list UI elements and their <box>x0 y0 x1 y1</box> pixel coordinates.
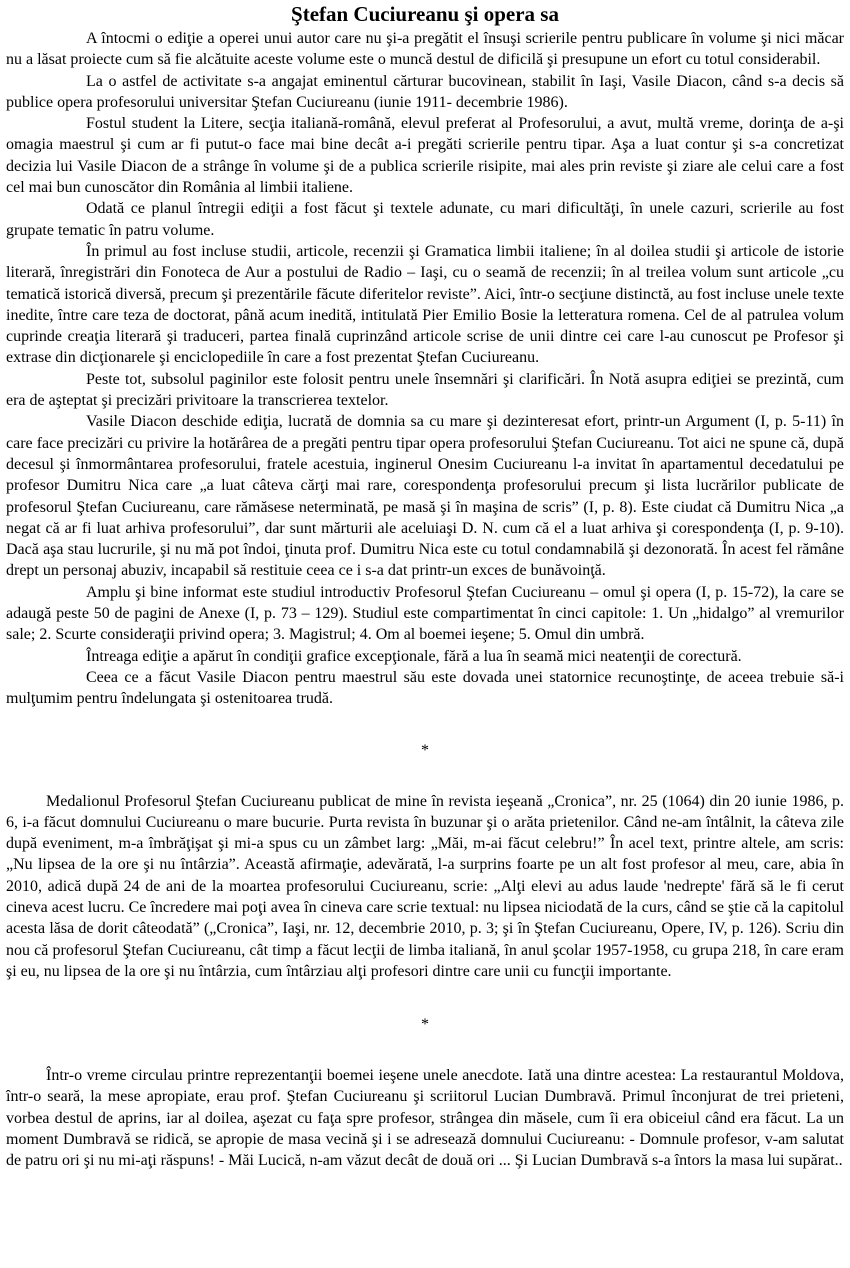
section-anecdote <box>6 1065 844 1171</box>
page-title: Ştefan Cuciureanu şi opera sa <box>291 2 559 26</box>
section-main <box>6 28 844 710</box>
paragraph: La o astfel de activitate s-a angajat eminentul cărturar bucovinean, stabilit în Iaşi, Vasile Diacon, când s-a decis să publice opera profesorului universitar Ştefan Cuciureanu (iunie 1911- decembrie 1986). <box>6 72 844 111</box>
paragraph: Într-o vreme circulau printre reprezentanţii boemei ieşene unele anecdote. Iată una dintre acestea: La restaurantul Moldova, într-o seară, la mese apropiate, erau prof. Ştefan Cuciureanu şi scriitorul Lucian Dumbravă. Primul înconjurat de trei prieteni, vorbea destul de aprins, iar al doilea, aşezat cu faţa spre profesor, strângea din măsele, cum îi era obiceiul când era făcut. La un moment Dumbravă se ridică, se apropie de masa vecină şi i se adresează domnului Cuciureanu: - Domnule profesor, v-am salutat de patru ori şi nu mi-aţi răspuns! - Măi Lucică, n-am văzut decât de două ori ... Şi Lucian Dumbravă s-a întors la masa lui supărat.. <box>6 1067 844 1170</box>
paragraph: Fostul student la Litere, secţia italiană-română, elevul preferat al Profesorului, a avut, multă vreme, dorinţa de a-şi omagia maestrul şi cum ar fi putut-o face mai bine decât a-i pregăti scrierile pentru tipar. Aşa a luat contur şi s-a concretizat decizia lui Vasile Diacon de a strânge în volume şi de a publica scrierile risipite, mai ales prin reviste şi ziare ale celui care a fost cel mai bun cunoscător din România al limbii italiene. <box>6 115 844 197</box>
paragraph: Ceea ce a făcut Vasile Diacon pentru maestrul său este dovada unei statornice recunoştinţe, de aceea trebuie să-i mulţumim pentru îndelungata şi ostenitoarea trudă. <box>6 668 844 708</box>
section-separator: * <box>421 741 429 759</box>
section-medalion <box>6 791 844 983</box>
paragraph: Întreaga ediţie a apărut în condiţii grafice excepţionale, fără a lua în seamă mici neatenţii de corectură. <box>86 647 742 665</box>
paragraph: Medalionul Profesorul Ştefan Cuciureanu publicat de mine în revista ieşeană „Cronica”, nr. 25 (1064) din 20 iunie 1986, p. 6, i-a făcut domnului Cuciureanu o mare bucurie. Purta revista în buzunar şi o arăta prietenilor. Când ne-am întâlnit, la câteva zile după eveniment, m-a îmbrăţişat şi mi-a spus cu un zâmbet larg: „Măi, m-ai făcut celebru!” În acel text, printre altele, am scris: „Nu lipsea de la ore şi nu întârzia”. Această afirmaţie, adevărată, l-a surprins foarte pe un alt fost profesor al meu, care, abia în 2010, adică după 24 de ani de la moartea profesorului Cuciureanu, scrie: „Alţi elevi au adus laude 'nedrepte' fără să le fi cerut cineva acest lucru. Ce încredere mai poţi avea în cineva care scrie textual: nu lipsea niciodată de la curs, când se ştie că la capitolul acesta lăsa de dorit câteodată” („Cronica”, Iaşi, nr. 12, decembrie 2010, p. 3; şi în Ştefan Cuciureanu, Opere, IV, p. 126). Scriu din nou că profesorul Ştefan Cuciureanu, cât timp a făcut lecţii de limba italiană, în anul şcolar 1957-1958, cu grupa 218, în care eram şi eu, nu lipsea de la ore şi nu întârzia, cum întârziau alţi profesori dintre care unii cu funcţii importante. <box>6 792 844 980</box>
section-separator: * <box>421 1016 429 1034</box>
paragraph: Peste tot, subsolul paginilor este folosit pentru unele însemnări şi clarificări. În Notă asupra ediţiei se prezintă, cum era de aşteptat şi precizări privitoare la transcrierea textelor. <box>6 370 844 410</box>
paragraph: Vasile Diacon deschide ediţia, lucrată de domnia sa cu mare şi dezinteresat efort, printr-un Argument (I, p. 5-11) în care face precizări cu privire la hotărârea de a pregăti pentru tipar opera profesorului Ştefan Cuciureanu. Tot aici ne spune că, după decesul şi înmormântarea profesorului, fratele acestuia, inginerul Onesim Cuciureanu l-a invitat în apartamentul decedatului pe profesor Dumitru Nica care „a luat câteva cărţi mai rare, corespondenţa profesorului precum şi lista lucrărilor publicate de profesorul Ştefan Cuciureanu, care rămăsese neterminată, pe masă şi în maşina de scris” (I, p. 8). Este ciudat că Dumitru Nica „a negat că ar fi luat arhiva profesorului”, dar sunt mărturii ale aceluiaşi D. N. cum că el a luat arhiva şi corespondenţa (I, p. 9-10). Dacă aşa stau lucrurile, şi nu mă pot îndoi, ţinuta prof. Dumitru Nica este cu totul condamnabilă şi dezonorată. În acest fel rămâne drept un personaj abuziv, incapabil să restituie ceea ce i s-a dat printr-un exces de bunăvoinţă. <box>6 413 844 580</box>
paragraph: Amplu şi bine informat este studiul introductiv Profesorul Ştefan Cuciureanu – omul şi opera (I, p. 15-72), la care se adaugă peste 50 de pagini de Anexe (I, p. 73 – 129). Studiul este compartimentat în cinci capitole: 1. Un „hidalgo” al vremurilor sale; 2. Scurte consideraţii privind opera; 3. Magistrul; 4. Om al boemei ieşene; 5. Omul din umbră. <box>6 583 844 644</box>
paragraph: Odată ce planul întregii ediţii a fost făcut şi textele adunate, cu mari dificultăţi, în unele cazuri, scrierile au fost grupate tematic în patru volume. <box>6 200 844 239</box>
paragraph: În primul au fost incluse studii, articole, recenzii şi Gramatica limbii italiene; în al doilea studii şi articole de istorie literară, înregistrări din Fonoteca de Aur a postului de Radio – Iaşi, cu o seamă de recenzii; în al treilea volum sunt articole „cu tematică istorică diversă, precum şi prezentările făcute diferitelor reviste”. Aici, într-o secţiune distinctă, au fost incluse unele texte inedite, între care teza de doctorat, până acum inedită, intitulată Pier Emilio Bosie la letteratura romena. Cel de al patrulea volum cuprinde creaţia literară şi traduceri, partea finală cuprinzând articole scrise de unii dintre cei care l-au cunoscut pe Profesor şi extrase din dicţionarele şi enciclopediile în care a fost prezentat Ştefan Cuciureanu. <box>6 242 844 367</box>
paragraph: A întocmi o ediţie a operei unui autor care nu şi-a pregătit el însuşi scrierile pentru publicare în volume şi nici măcar nu a lăsat proiecte cum să fie alcătuite aceste volume este o muncă destul de dificilă şi presupune un efort cu totul considerabil. <box>6 30 844 69</box>
